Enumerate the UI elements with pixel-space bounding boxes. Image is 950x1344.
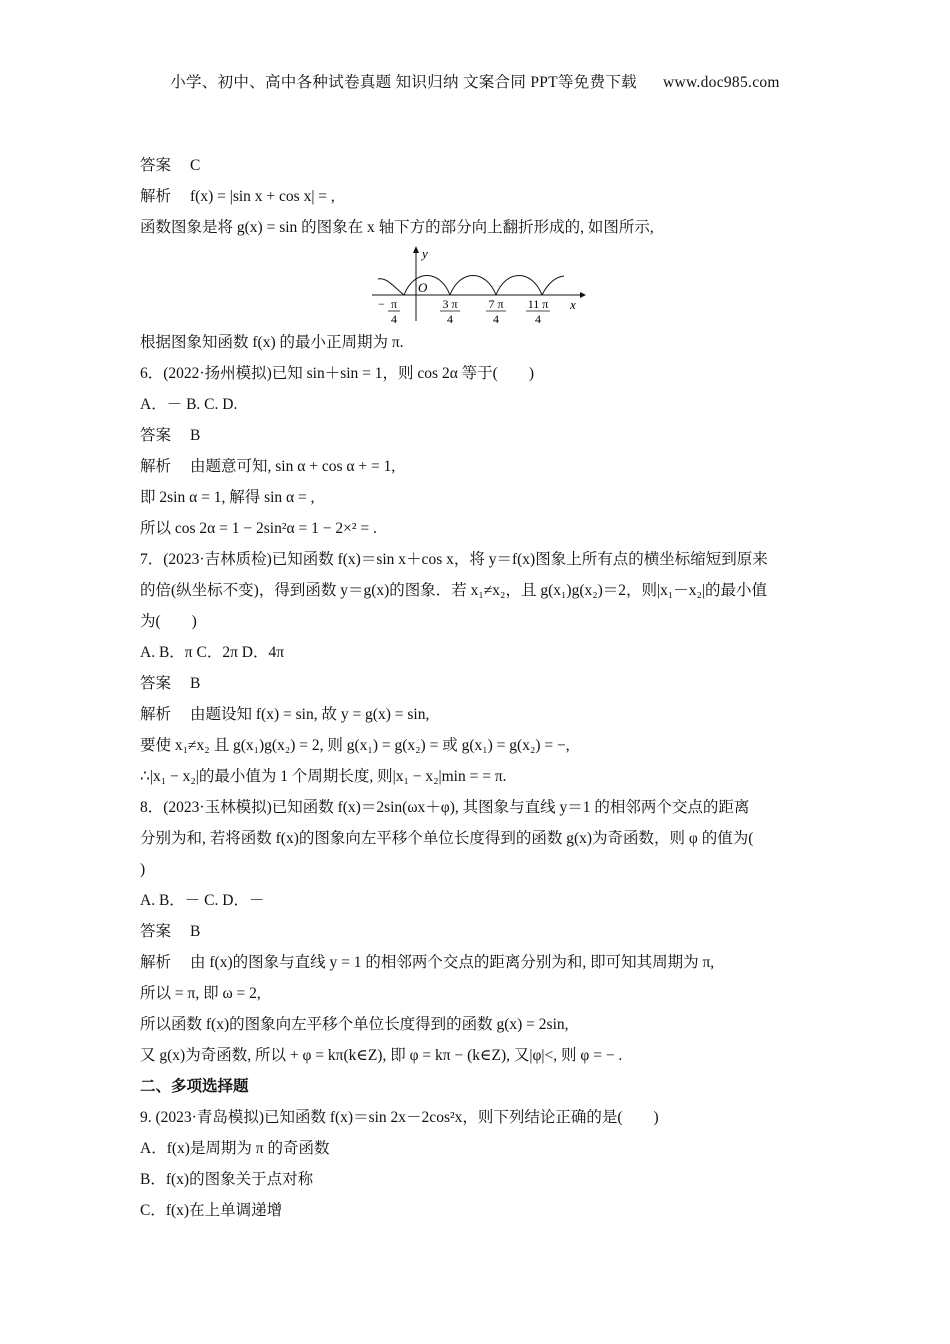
- q8-options: A. B．－ C. D．－: [140, 892, 265, 909]
- svg-text:−: −: [378, 297, 385, 311]
- answer-label: 答案: [140, 427, 172, 444]
- q9-option-c: C．f(x)在上单调递增: [140, 1202, 283, 1219]
- analysis-label: 解析: [140, 188, 172, 205]
- q7-stem-line3: 为( ): [140, 613, 197, 630]
- tick-neg-pi-over-4: [378, 297, 400, 326]
- answer-value: B: [190, 923, 201, 940]
- answer-label: 答案: [140, 157, 172, 174]
- q6-analysis-line1: 解析 由题意可知, sin α + cos α + = 1,: [140, 451, 812, 482]
- y-label: y: [422, 246, 428, 261]
- q5-answer: [140, 150, 812, 181]
- q7-analysis-line2: 要使 x₁≠x₂ 且 g(x₁)g(x₂) = 2, 则 g(x₁) = g(x₂) = 或 g(x₁) = g(x₂) = −,: [140, 737, 570, 754]
- q5-analysis-line1: 解析 f(x) = |sin x + cos x| = ,: [140, 181, 812, 212]
- page-header: [0, 70, 950, 92]
- answer-label: 答案: [140, 675, 172, 692]
- header-url[interactable]: www.doc985.com: [662, 74, 780, 91]
- svg-text:4: 4: [493, 312, 499, 326]
- q6-analysis-line2: 即 2sin α = 1, 解得 sin α = ,: [140, 489, 315, 506]
- svg-text:3 π: 3 π: [442, 297, 458, 311]
- q9-option-b: B．f(x)的图象关于点对称: [140, 1171, 314, 1188]
- curve-arch-0: [378, 279, 404, 295]
- answer-value: B: [190, 427, 201, 444]
- q9-stem: 9. (2023·青岛模拟)已知函数 f(x)＝sin 2x－2cos²x，则下列结论正确的是( ): [140, 1109, 659, 1126]
- header-text: 小学、初中、高中各种试卷真题 知识归纳 文案合同 PPT等免费下载: [170, 74, 637, 91]
- tick-7pi-over-4: [486, 297, 506, 326]
- q6-answer: [140, 420, 812, 451]
- svg-text:4: 4: [535, 312, 541, 326]
- q8-stem-line3: ): [140, 861, 146, 878]
- abs-sin-graph-figure: [140, 245, 812, 327]
- answer-value: B: [190, 675, 201, 692]
- x-axis-arrow: [580, 292, 586, 298]
- y-axis-arrow: [413, 246, 419, 253]
- q8-analysis-line1: 解析 由 f(x)的图象与直线 y = 1 的相邻两个交点的距离分别为和, 即可知其周期为 π,: [140, 947, 812, 978]
- section-title: 二、多项选择题: [140, 1078, 249, 1095]
- q6-analysis-line3: 所以 cos 2α = 1 − 2sin²α = 1 − 2×² = .: [140, 520, 377, 537]
- abs-sin-graph: [368, 245, 588, 327]
- q7-stem-line2: 的倍(纵坐标不变)，得到函数 y＝g(x)的图象．若 x₁≠x₂，且 g(x₁)g(x₂)＝2，则|x₁－x₂|的最小值: [140, 582, 768, 599]
- q6-stem: 6．(2022·扬州模拟)已知 sin＋sin = 1，则 cos 2α 等于( ): [140, 365, 535, 382]
- curve-arch-3: [496, 276, 542, 296]
- answer-label: 答案: [140, 923, 172, 940]
- q8-analysis-line2: 所以 = π, 即 ω = 2,: [140, 985, 261, 1002]
- origin-label: O: [418, 280, 428, 295]
- q7-answer: [140, 668, 812, 699]
- svg-text:7 π: 7 π: [488, 297, 504, 311]
- q8-analysis-line4: 又 g(x)为奇函数, 所以 + φ = kπ(k∈Z), 即 φ = kπ − (k∈Z), 又|φ|<, 则 φ = − .: [140, 1047, 623, 1064]
- curve-arch-4: [542, 276, 564, 295]
- svg-text:π: π: [390, 297, 398, 311]
- analysis-label: 解析: [140, 706, 172, 723]
- q9-option-a: A．f(x)是周期为 π 的奇函数: [140, 1140, 330, 1157]
- answer-value: C: [190, 157, 201, 174]
- analysis-label: 解析: [140, 458, 172, 475]
- q8-stem-line1: 8．(2023·玉林模拟)已知函数 f(x)＝2sin(ωx＋φ), 其图象与直线 y＝1 的相邻两个交点的距离: [140, 799, 750, 816]
- curve-arch-2: [450, 276, 496, 296]
- q8-answer: [140, 916, 812, 947]
- q7-options: A. B．π C．2π D．4π: [140, 644, 285, 661]
- tick-3pi-over-4: [440, 297, 460, 326]
- q6-options: A．－ B. C. D.: [140, 396, 238, 413]
- q8-stem-line2: 分别为和, 若将函数 f(x)的图象向左平移个单位长度得到的函数 g(x)为奇函数，则 φ 的值为(: [140, 830, 754, 847]
- q7-analysis-line3: ∴|x₁ − x₂|的最小值为 1 个周期长度, 则|x₁ − x₂|min = = π.: [140, 768, 507, 785]
- document-body: [140, 150, 812, 1226]
- analysis-label: 解析: [140, 954, 172, 971]
- tick-11pi-over-4: [526, 297, 550, 326]
- x-label: x: [570, 297, 576, 312]
- q5-conclusion: 根据图象知函数 f(x) 的最小正周期为 π.: [140, 334, 404, 351]
- svg-text:4: 4: [447, 312, 453, 326]
- q8-analysis-line3: 所以函数 f(x)的图象向左平移个单位长度得到的函数 g(x) = 2sin,: [140, 1016, 569, 1033]
- q7-stem-line1: 7．(2023·吉林质检)已知函数 f(x)＝sin x＋cos x，将 y＝f(x)图象上所有点的横坐标缩短到原来: [140, 551, 768, 568]
- svg-text:4: 4: [391, 312, 397, 326]
- q7-analysis-line1: 解析 由题设知 f(x) = sin, 故 y = g(x) = sin,: [140, 699, 812, 730]
- svg-text:11 π: 11 π: [527, 297, 549, 311]
- q5-analysis-line2: 函数图象是将 g(x) = sin 的图象在 x 轴下方的部分向上翻折形成的, 如图所示,: [140, 219, 654, 236]
